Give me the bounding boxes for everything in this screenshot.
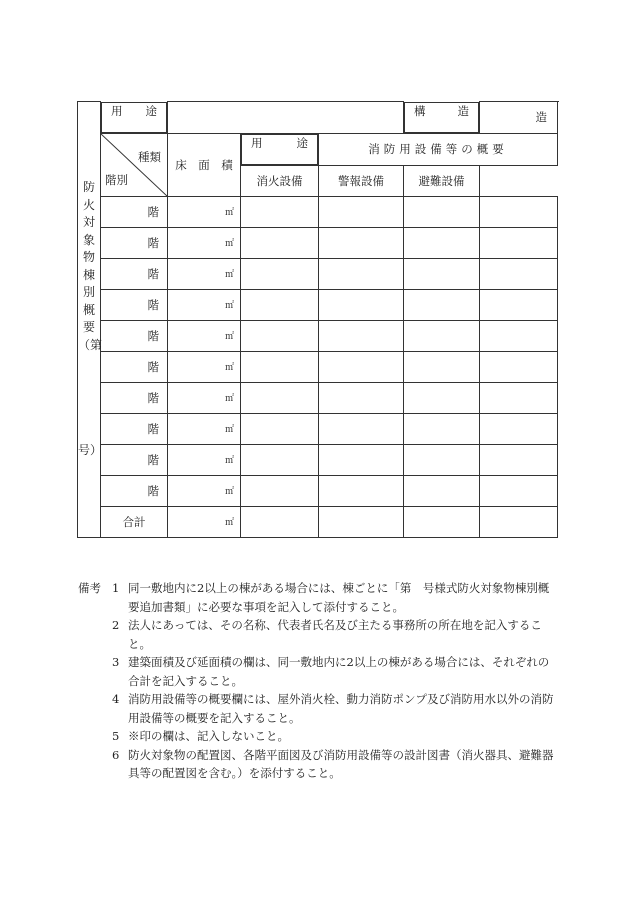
floor-row — [78, 196, 558, 227]
floor-row — [78, 413, 558, 444]
floor-cell[interactable]: 階 — [101, 289, 168, 320]
note-text: 同一敷地内に2以上の棟がある場合には、棟ごとに「第 号様式防火対象物棟別概要追加書類」に必要な事項を記入して添付すること。 — [128, 581, 550, 614]
structure-label-cell: 構 造 — [404, 102, 479, 133]
floor-row — [78, 444, 558, 475]
side-label-char — [78, 389, 100, 407]
usage-value-cell[interactable] — [168, 102, 404, 134]
fire-extinguishing-cell[interactable] — [319, 444, 404, 475]
fire-extinguishing-cell[interactable] — [319, 320, 404, 351]
alarm-cell[interactable] — [404, 444, 480, 475]
evacuation-cell[interactable] — [480, 196, 558, 227]
usage-cell[interactable] — [241, 444, 319, 475]
note-text: 消防用設備等の概要欄には、屋外消火栓、動力消防ポンプ及び消防用水以外の消防用設備等の概要を記入すること。 — [128, 692, 554, 725]
side-label-char: 号） — [78, 442, 103, 457]
side-label-char — [78, 354, 100, 372]
usage-cell[interactable] — [241, 320, 319, 351]
area-cell[interactable]: ㎡ — [168, 444, 241, 475]
side-label-char: 要 — [82, 320, 95, 335]
floor-cell[interactable]: 階 — [101, 227, 168, 258]
side-label-char: 棟 — [82, 267, 95, 282]
note-text: 建築面積及び延面積の欄は、同一敷地内に2以上の棟がある場合には、それぞれの合計を記入すること。 — [128, 655, 550, 688]
area-cell[interactable]: ㎡ — [168, 258, 241, 289]
usage-cell[interactable] — [241, 351, 319, 382]
alarm-cell[interactable] — [404, 196, 480, 227]
fire-extinguishing-cell[interactable] — [319, 413, 404, 444]
evacuation-cell[interactable] — [480, 320, 558, 351]
alarm-cell[interactable] — [404, 351, 480, 382]
fire-extinguishing-cell[interactable] — [319, 289, 404, 320]
fire-extinguishing-cell[interactable] — [319, 382, 404, 413]
note-number: 4 — [112, 692, 120, 706]
note-text: ※印の欄は、記入しないこと。 — [128, 729, 289, 743]
fire-extinguishing-cell[interactable] — [319, 258, 404, 289]
side-label — [78, 102, 101, 538]
note-text: 法人にあっては、その名称、代表者氏名及び主たる事務所の所在地を記入すること。 — [128, 618, 542, 651]
side-label-char: 防 — [82, 180, 95, 195]
fire-extinguishing-header: 消火設備 — [241, 165, 319, 196]
side-label-char: 象 — [82, 232, 95, 247]
evacuation-cell[interactable] — [480, 475, 558, 506]
floor-row — [78, 289, 558, 320]
side-label-char — [78, 407, 100, 425]
floor-cell[interactable]: 階 — [101, 258, 168, 289]
area-cell[interactable]: ㎡ — [168, 382, 241, 413]
evacuation-cell[interactable] — [480, 506, 558, 537]
note-item — [112, 746, 556, 783]
floor-cell[interactable]: 階 — [101, 475, 168, 506]
floor-row — [78, 227, 558, 258]
note-item — [112, 727, 556, 746]
alarm-cell[interactable] — [404, 506, 480, 537]
usage-label-cell: 用 途 — [101, 102, 167, 133]
note-number: 6 — [112, 747, 120, 762]
equipment-summary-header: 消防用設備等の概要 — [319, 133, 558, 165]
alarm-cell[interactable] — [404, 258, 480, 289]
total-label: 合計 — [101, 506, 168, 537]
note-item — [112, 616, 556, 653]
note-number: 2 — [112, 618, 120, 632]
usage-cell[interactable] — [241, 258, 319, 289]
floor-row — [78, 258, 558, 289]
usage-cell[interactable] — [241, 506, 319, 537]
kind-label: 種類 — [138, 149, 161, 164]
fire-extinguishing-cell[interactable] — [319, 475, 404, 506]
note-item — [112, 653, 556, 690]
side-label-char: 概 — [82, 302, 95, 317]
area-cell[interactable]: ㎡ — [168, 320, 241, 351]
floor-cell[interactable]: 階 — [101, 382, 168, 413]
evacuation-cell[interactable] — [480, 289, 558, 320]
usage-structure-row — [78, 102, 558, 134]
floor-cell[interactable]: 階 — [101, 444, 168, 475]
usage-cell[interactable] — [241, 196, 319, 227]
total-area-cell[interactable]: ㎡ — [168, 506, 241, 537]
fire-extinguishing-cell[interactable] — [319, 227, 404, 258]
usage-cell[interactable] — [241, 382, 319, 413]
header-row-1 — [78, 133, 558, 165]
total-row — [78, 506, 558, 537]
note-item — [112, 579, 556, 616]
floor-label: 階別 — [105, 172, 128, 187]
structure-value-cell[interactable]: 造 — [480, 102, 558, 134]
alarm-cell[interactable] — [404, 413, 480, 444]
floor-row — [78, 351, 558, 382]
fire-extinguishing-cell[interactable] — [319, 351, 404, 382]
fire-extinguishing-cell[interactable] — [319, 506, 404, 537]
area-cell[interactable]: ㎡ — [168, 227, 241, 258]
usage-cell[interactable] — [241, 227, 319, 258]
fire-extinguishing-cell[interactable] — [319, 196, 404, 227]
usage-header: 用 途 — [241, 134, 318, 165]
area-cell[interactable]: ㎡ — [168, 351, 241, 382]
alarm-cell[interactable] — [404, 320, 480, 351]
note-text: 防火対象物の配置図、各階平面図及び消防用設備等の設計図書（消火器具、避難器具等の配置図を含む。）を添付すること。 — [128, 747, 554, 780]
alarm-cell[interactable] — [404, 475, 480, 506]
side-label-char — [78, 372, 100, 390]
area-cell[interactable]: ㎡ — [168, 196, 241, 227]
evacuation-cell[interactable] — [480, 351, 558, 382]
floor-cell[interactable]: 階 — [101, 413, 168, 444]
area-cell[interactable]: ㎡ — [168, 289, 241, 320]
area-cell[interactable]: ㎡ — [168, 475, 241, 506]
evacuation-cell[interactable] — [480, 258, 558, 289]
evacuation-cell[interactable] — [480, 413, 558, 444]
notes-heading: 備考 — [78, 581, 101, 595]
notes-section — [78, 579, 556, 783]
side-label-char: 別 — [82, 285, 95, 300]
side-label-char: （第 — [78, 337, 103, 352]
evacuation-cell[interactable] — [480, 382, 558, 413]
building-summary-table — [77, 101, 558, 538]
alarm-cell[interactable] — [404, 382, 480, 413]
side-label-char: 物 — [82, 250, 95, 265]
notes-list — [112, 579, 556, 783]
side-label-char: 対 — [82, 215, 95, 230]
floor-row — [78, 320, 558, 351]
kind-floor-header — [101, 133, 168, 196]
floor-cell[interactable]: 階 — [101, 196, 168, 227]
usage-cell[interactable] — [241, 413, 319, 444]
side-label-char — [78, 424, 100, 442]
floor-row — [78, 475, 558, 506]
evacuation-header: 避難設備 — [404, 165, 480, 196]
note-number: 5 — [112, 729, 120, 743]
floor-row — [78, 382, 558, 413]
note-item — [112, 690, 556, 727]
side-label-char: 火 — [82, 197, 95, 212]
evacuation-cell[interactable] — [480, 444, 558, 475]
note-number: 1 — [112, 581, 120, 595]
note-number: 3 — [112, 655, 120, 669]
floor-cell[interactable]: 階 — [101, 351, 168, 382]
floor-cell[interactable]: 階 — [101, 320, 168, 351]
alarm-cell[interactable] — [404, 227, 480, 258]
usage-cell[interactable] — [241, 475, 319, 506]
area-header: 床 面 積 — [168, 133, 241, 196]
area-cell[interactable]: ㎡ — [168, 413, 241, 444]
usage-cell[interactable] — [241, 289, 319, 320]
alarm-cell[interactable] — [404, 289, 480, 320]
alarm-header: 警報設備 — [319, 165, 404, 196]
evacuation-cell[interactable] — [480, 227, 558, 258]
